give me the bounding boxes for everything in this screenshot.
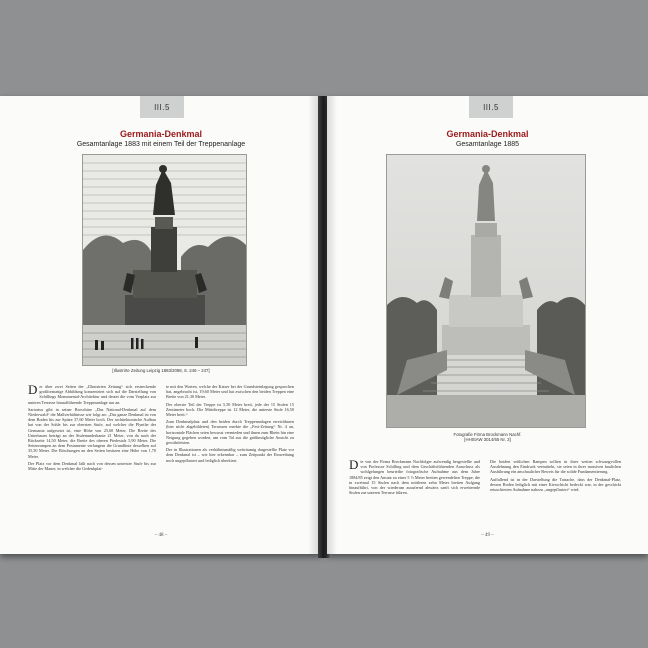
text-column-1 [28, 384, 156, 504]
text-column-2 [490, 459, 621, 519]
paragraph [349, 459, 480, 495]
paragraph: Auffallend ist in der Darstellung die Tatsache, dass der Denkmal-Platz, dessen Boden lediglich mit einer Kiesschicht bedeckt war, in der geschickt retuschierten Aufnahme nahezu „ungepflastert“ wird. [490, 476, 621, 493]
paragraph: Die beiden seitlichen Rampen sollten in ihrer weiten schwungvollen Ausdehnung den Eindruck vermitteln, sie seien in ihrer massiven baulichen Ausführung ein anschaulicher Beweis für die solide Fundamentierung. [490, 459, 621, 475]
caption-line: [HHStAW 3014/65 Nr. 3] [464, 437, 511, 442]
chapter-tab: III.5 [469, 96, 513, 118]
paragraph: Der Platz vor dem Denkmal läßt nach von dessen unterster Stufe bis zur Mitte der Mauer, in welcher die Gedenkplat- [28, 460, 156, 472]
dropcap: D [349, 457, 359, 472]
book-spread [0, 96, 648, 556]
paragraph: Der in Illustrationen als verhältnismäßig weiträumig dargestellte Platz vor dem Denkmal ist – wie hier erkennbar – zum Zeitpunkt der Einweihung noch ungepflastert und lediglich überkiest. [166, 447, 294, 463]
photograph [386, 154, 586, 428]
right-gutter-shadow [327, 96, 337, 554]
body-text [28, 384, 294, 504]
page-number: – 49 – [481, 533, 494, 538]
engraving-image [83, 155, 246, 365]
page-title: Germania-Denkmal [446, 129, 529, 139]
page-number: – 48 – [154, 533, 168, 538]
left-page [0, 96, 322, 554]
page-title: Germania-Denkmal [119, 129, 203, 139]
paragraph: Sartorius gibt in seiner Broschüre „Das National-Denkmal auf dem Niederwald“ die Maßverhältnisse wie folgt an: „Das ganze Denkmal ist von dem Boden bis zur Spitze 37,60 Meter hoch. Der architektonische Aufbau hat von der Sohle bis zur obersten Stufe, auf welcher die Plynthe der Germania aufgesetzt ist, eine Höhe von 25,60 Meter. Die Breite des Unterbaues beträgt an der Stufenunderkante 21 Meter, von da nach der Rückseite 14,50 Meter, die Breite des oberen Piedestals 5,90 Meter. Die Seitenrampen an dem Postamente verlangern die Grundlinie desselben auf 35,50 Meter. Die Böschungen an den Seiten besitzen eine Höhe von 1,70 Meter. [28, 406, 156, 459]
page-subtitle: Gesamtanlage 1885 [455, 141, 520, 148]
photograph-image [387, 155, 585, 427]
page-subtitle: Gesamtanlage 1883 mit einem Teil der Treppenanlage [76, 141, 246, 148]
paragraph [28, 384, 156, 405]
text-column-2 [166, 384, 294, 504]
paragraph: Zum Denkmalplatz und den beiden durch Treppenanlagen erreichbaren (hier nicht abgebildeten) Terrassen merkte die „Fest-Zeitung“ Nr. 4 an, horizontale Flächen seien bewusst vermieden und ihnen zum Rhein hin eine Neigung gegeben worden, um vom Tal aus die größtmögliche Ansicht zu gewährleisten. [166, 419, 294, 446]
paragraph: te mit den Worten, welche der Kaiser bei der Grundsteinlegung gesprochen hat, angebracht ist, 19,60 Meter und hat zwischen den beiden Treppen eine Breite von 21,30 Meter. [166, 384, 294, 400]
paragraph: Der oberste Teil der Treppe ist 5,50 Meter breit, jede der 15 Stufen 15 Zentimeter hoch. Die Mitteltreppe ist 12 Meter, die unterste Stufe 16,50 Meter breit.“ [166, 401, 294, 418]
paragraph-text: er über zwei Seiten der „Illustrirten Zeitung“ sich erstreckende großformatige Abbildung konzentriert sich auf die Darstellung von Schillings Monumental-Architektur und deutet die vom Vorplatz zur unteren Terrasse hinaufführende Treppenanlage nur an. [28, 384, 156, 405]
caption-line: Fotografie Firma Brockmann Nachf. [453, 432, 522, 437]
engraving-illustration [82, 154, 247, 366]
chapter-tab: III.5 [140, 96, 184, 118]
illustration-caption: [Illustrirte Zeitung Leipzig 1883/2098, S. 246 – 247] [112, 368, 210, 373]
text-column-1 [349, 459, 480, 519]
paragraph-text: ie von der Firma Brockmann Nachfolger aufwendig hergestellte und von Professor Schilling und dem Geschäftsführenden Ausschuss als wohlgelungen beurteilte fotografische Aufnahme aus dem Jahre 1884/85 zeigt den Ansatz zu einer 5 ½ Meter breiten gewendelten Treppe, die in zweimal 15 Stufen nach dem mittleren zehn Meter breiten Aufgang hinaufführt, von der wiederum ausufernd abwärts sanft sich erweiternde Stufen zur unteren Terrasse führen. [349, 459, 480, 496]
photograph-caption [327, 432, 648, 442]
body-text [349, 459, 621, 519]
dropcap: D [28, 382, 38, 397]
right-page [327, 96, 648, 554]
